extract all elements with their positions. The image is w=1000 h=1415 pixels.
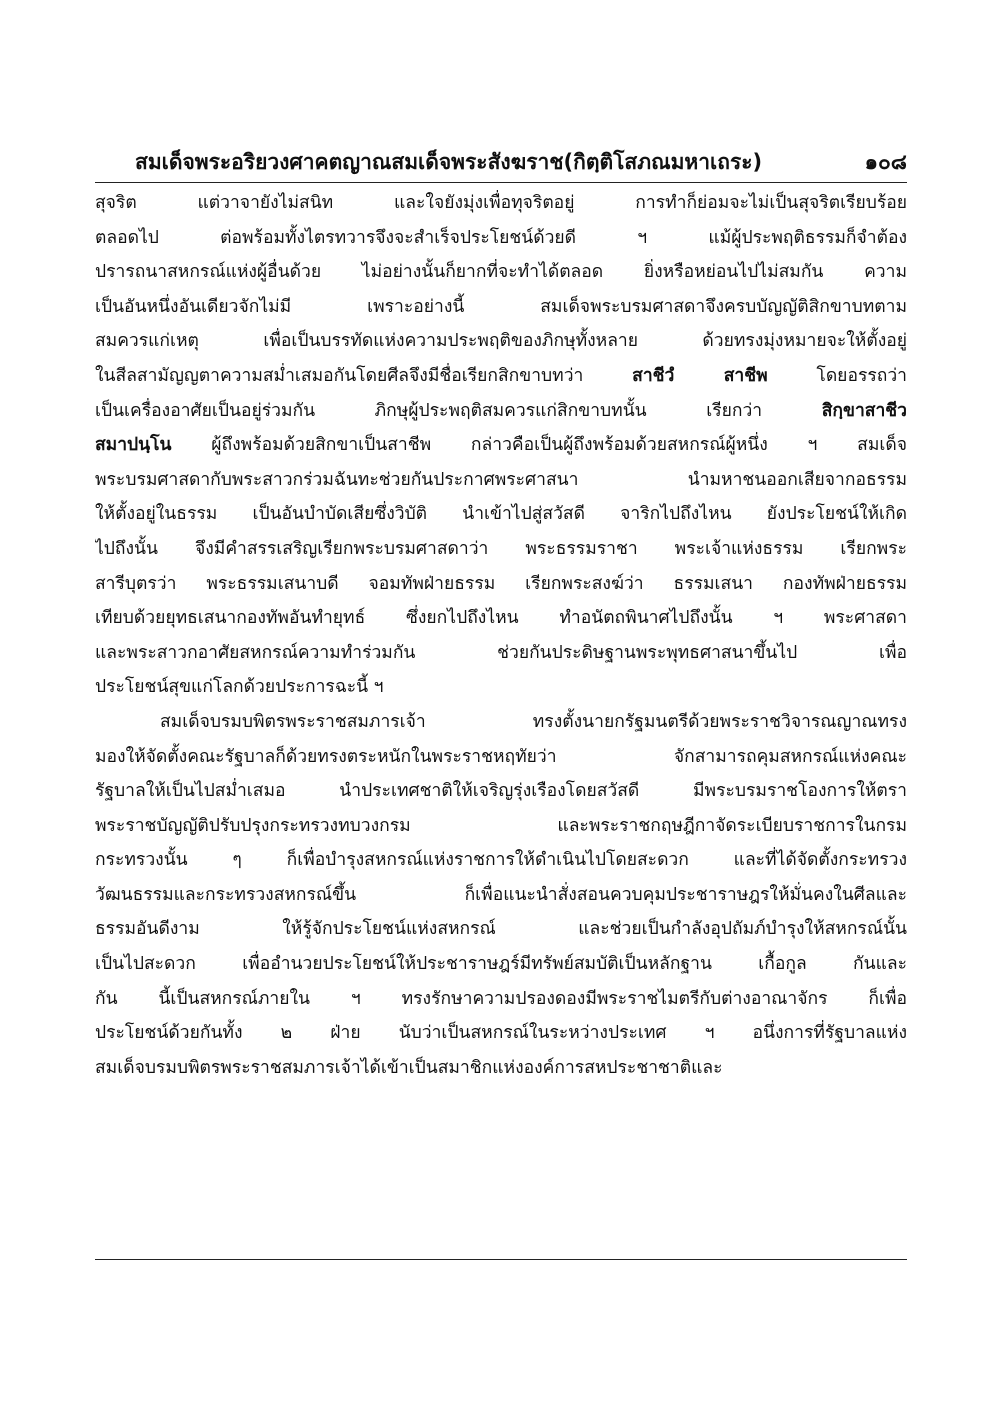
text-line: ประโยชน์สุขแก่โลกด้วยประการฉะนี้ ฯ bbox=[95, 677, 384, 698]
body-text bbox=[95, 186, 907, 1085]
text-line: เทียบด้วยยุทธเสนากองทัพอันทำยุทธ์ ซึ่งยกไปถึงไหน ทำอนัตถพินาศไปถึงนั้น ฯ พระศาสดา bbox=[95, 608, 907, 629]
text-line bbox=[95, 359, 907, 394]
text-fragment: โดยอรรถว่า bbox=[767, 365, 907, 386]
text-line: ตลอดไป ต่อพร้อมทั้งไตรทวารจึงจะสำเร็จประโยชน์ด้วยดี ฯ แม้ผู้ประพฤติธรรมก็จำต้อง bbox=[95, 227, 907, 248]
text-line: กัน นี้เป็นสหกรณ์ภายใน ฯ ทรงรักษาความปรองดองมีพระราชไมตรีกับต่างอาณาจักร ก็เพื่อ bbox=[95, 988, 907, 1009]
text-line: ให้ตั้งอยู่ในธรรม เป็นอันบำบัดเสียซึ่งวิบัติ นำเข้าไปสู่สวัสดี จาริกไปถึงไหน ยังประโยชน์ให้เกิด bbox=[95, 504, 907, 525]
text-line: พระบรมศาสดากับพระสาวกร่วมฉันทะช่วยกันประกาศพระศาสนา นำมหาชนออกเสียจากอธรรม bbox=[95, 469, 907, 490]
text-fragment: ผู้ถึงพร้อมด้วยสิกขาเป็นสาชีพ กล่าวคือเป็นผู้ถึงพร้อมด้วยสหกรณ์ผู้หนึ่ง ฯ สมเด็จ bbox=[211, 435, 907, 456]
text-line: สมควรแก่เหตุ เพื่อเป็นบรรทัดแห่งความประพฤติของภิกษุทั้งหลาย ด้วยทรงมุ่งหมายจะให้ตั้งอยู่ bbox=[95, 331, 907, 352]
text-line bbox=[95, 394, 907, 429]
bold-term: สิกฺขาสาชีว bbox=[821, 400, 907, 421]
text-fragment: เป็นเครื่องอาศัยเป็นอยู่ร่วมกัน ภิกษุผู้ประพฤติสมควรแก่สิกขาบทนั้น เรียกว่า bbox=[95, 400, 763, 421]
running-title: สมเด็จพระอริยวงศาคตญาณสมเด็จพระสังฆราช(กิตฺติโสภณมหาเถระ) bbox=[135, 150, 763, 174]
page-header bbox=[95, 144, 907, 180]
text-line: กระทรวงนั้น ๆ ก็เพื่อบำรุงสหกรณ์แห่งราชการให้ดำเนินไปโดยสะดวก และที่ได้จัดตั้งกระทรวง bbox=[95, 850, 907, 871]
text-line: รัฐบาลให้เป็นไปสม่ำเสมอ นำประเทศชาติให้เจริญรุ่งเรืองโดยสวัสดี มีพระบรมราชโองการให้ตรา bbox=[95, 781, 907, 802]
text-line: และพระสาวกอาศัยสหกรณ์ความทำร่วมกัน ช่วยกันประดิษฐานพระพุทธศาสนาขึ้นไป เพื่อ bbox=[95, 642, 907, 663]
text-line: วัฒนธรรมและกระทรวงสหกรณ์ขึ้น ก็เพื่อแนะนำสั่งสอนควบคุมประชาราษฎรให้มั่นคงในศีลและ bbox=[95, 884, 907, 905]
bold-term: สมาปนฺโน bbox=[95, 435, 172, 456]
header-rule bbox=[95, 182, 907, 183]
text-line: มองให้จัดตั้งคณะรัฐบาลก็ด้วยทรงตระหนักในพระราชหฤทัยว่า จักสามารถคุมสหกรณ์แห่งคณะ bbox=[95, 746, 907, 767]
text-line: ไปถึงนั้น จึงมีคำสรรเสริญเรียกพระบรมศาสดาว่า พระธรรมราชา พระเจ้าแห่งธรรม เรียกพระ bbox=[95, 538, 907, 559]
text-line: ธรรมอันดีงาม ให้รู้จักประโยชน์แห่งสหกรณ์ และช่วยเป็นกำลังอุปถัมภ์บำรุงให้สหกรณ์นั้น bbox=[95, 919, 907, 940]
text-line: ปรารถนาสหกรณ์แห่งผู้อื่นด้วย ไม่อย่างนั้นก็ยากที่จะทำได้ตลอด ยิ่งหรือหย่อนไปไม่สมกัน ความ bbox=[95, 262, 907, 283]
text-line: สุจริต แต่วาจายังไม่สนิท และใจยังมุ่งเพื่อทุจริตอยู่ การทำก็ย่อมจะไม่เป็นสุจริตเรียบร้อย bbox=[95, 193, 907, 213]
text-line: พระราชบัญญัติปรับปรุงกระทรวงทบวงกรม และพระราชกฤษฎีกาจัดระเบียบราชการในกรม bbox=[95, 815, 907, 836]
text-line: สมเด็จบรมบพิตรพระราชสมภารเจ้าได้เข้าเป็นสมาชิกแห่งองค์การสหประชาชาติและ bbox=[95, 1057, 723, 1078]
text-line bbox=[95, 428, 907, 463]
page-number: ๑๐๘ bbox=[864, 150, 907, 174]
text-line: ประโยชน์ด้วยกันทั้ง ๒ ฝ่าย นับว่าเป็นสหกรณ์ในระหว่างประเทศ ฯ อนึ่งการที่รัฐบาลแห่ง bbox=[95, 1023, 907, 1044]
bold-term: สาชีวํ สาชีพ bbox=[632, 365, 768, 386]
footer-rule bbox=[95, 1259, 907, 1260]
text-line: เป็นอันหนึ่งอันเดียวจักไม่มี เพราะอย่างนี้ สมเด็จพระบรมศาสดาจึงครบบัญญัติสิกขาบทตาม bbox=[95, 296, 907, 317]
text-fragment: ในสีลสามัญญตาความสม่ำเสมอกันโดยศีลจึงมีชื่อเรียกสิกขาบทว่า bbox=[95, 365, 584, 386]
text-line: เป็นไปสะดวก เพื่ออำนวยประโยชน์ให้ประชาราษฎร์มีทรัพย์สมบัติเป็นหลักฐาน เกื้อกูล กันและ bbox=[95, 954, 907, 975]
paragraph-first-line: สมเด็จบรมบพิตรพระราชสมภารเจ้า ทรงตั้งนายกรัฐมนตรีด้วยพระราชวิจารณญาณทรง bbox=[160, 711, 907, 732]
text-line: สารีบุตรว่า พระธรรมเสนาบดี จอมทัพฝ่ายธรรม เรียกพระสงฆ์ว่า ธรรมเสนา กองทัพฝ่ายธรรม bbox=[95, 573, 907, 594]
